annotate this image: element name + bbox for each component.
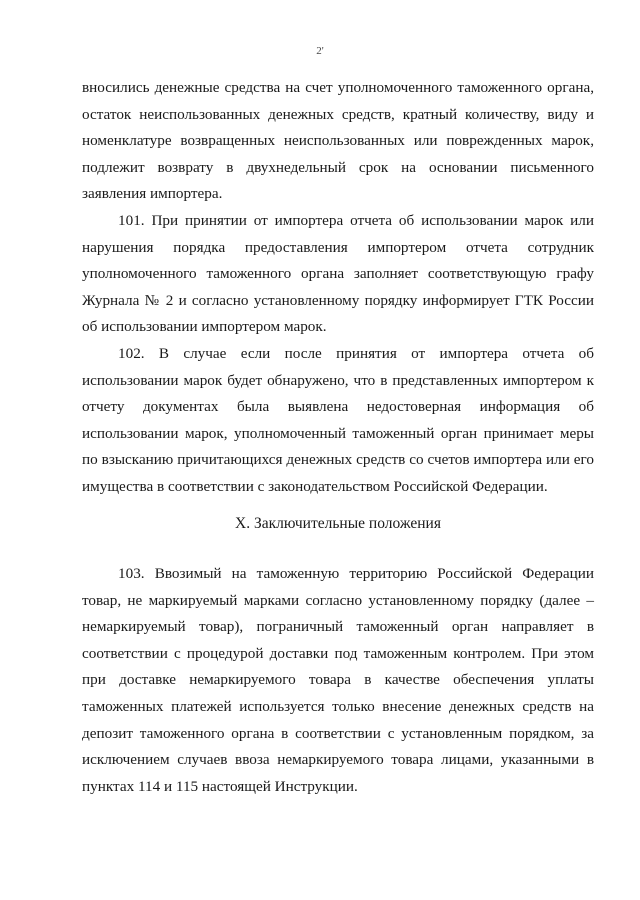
- paragraph-item-102: 102. В случае если после принятия от импортера отчета об использовании марок будет обнаружено, что в представленных импортером к отчету документах была выявлена недостоверная информация об использовании марок, уполномоченный таможенный орган принимает меры по взысканию причитающихся денежных средств со счетов импортера или его имущества в соответствии с законодательством Российской Федерации.: [82, 344, 594, 495]
- text-block-lower: [82, 561, 594, 800]
- paragraph-item-103: 103. Ввозимый на таможенную территорию Российской Федерации товар, не маркируемый марками согласно установленному порядку (далее – немаркируемый товар), пограничный таможенный орган направляет в соответствии с процедурой доставки под таможенным контролем. При этом при доставке немаркируемого товара в качестве обеспечения уплаты таможенных платежей используется только внесение денежных средств на депозит таможенного органа в соответствии с установленным порядком, за исключением случаев ввоза немаркируемого товара лицами, указанными в пунктах 114 и 115 настоящей Инструкции.: [82, 565, 594, 795]
- paragraph-continuation: вносились денежные средства на счет уполномоченного таможенного органа, остаток неиспользованных денежных средств, кратный количеству, виду и номенклатуре возвращенных неиспользованных или поврежденных марок, подлежит возврату в двухнедельный срок на основании письменного заявления импортера.: [82, 79, 594, 203]
- text-block-upper: [82, 75, 594, 501]
- section-heading: X. Заключительные положения: [235, 515, 441, 532]
- paragraph-item-101: 101. При принятии от импортера отчета об использовании марок или нарушения порядка предоставления импортером отчета сотрудник уполномоченного таможенного органа заполняет соответствующую графу Журнала № 2 и согласно установленному порядку информирует ГТК России об использовании импортером марок.: [82, 211, 594, 336]
- page-number: 2': [316, 45, 324, 57]
